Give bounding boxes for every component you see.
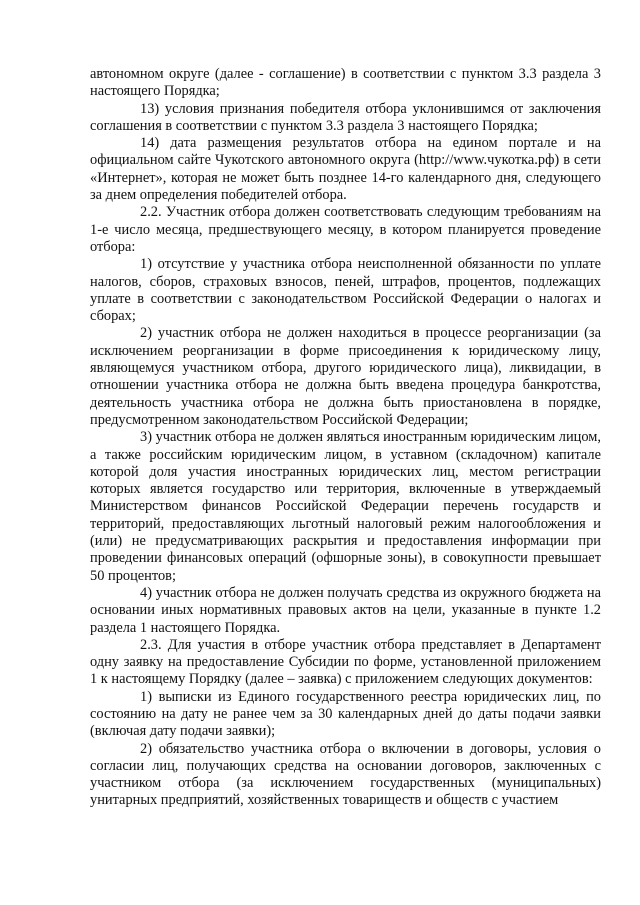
paragraph-requirement-1: 1) отсутствие у участника отбора неисполненной обязанности по уплате налогов, сборов, страховых взносов, пеней, штрафов, процентов, подлежащих уплате в соответствии с законодательством Российской Федерации о налогах и сборах; (90, 256, 601, 325)
paragraph-section-2-2: 2.2. Участник отбора должен соответствовать следующим требованиям на 1-е число месяца, предшествующего месяцу, в котором планируется проведение отбора: (90, 204, 601, 255)
paragraph-document-1: 1) выписки из Единого государственного реестра юридических лиц, по состоянию на дату не ранее чем за 30 календарных дней до даты подачи заявки (включая дату подачи заявки); (90, 688, 601, 740)
paragraph-item-14: 14) дата размещения результатов отбора на едином портале и на официальном сайте Чукотского автономного округа (http://www.чукотка.рф) в сети «Интернет», которая не может быть позднее 14-го календарного дня, следующего за днем определения победителей отбора. (90, 135, 601, 204)
paragraph-requirement-2: 2) участник отбора не должен находиться в процессе реорганизации (за исключением реорганизации в форме присоединения к юридическому лицу, являющемуся участником отбора, другого юридического лица), ликвидации, в отношении участника отбора не должна быть введена процедура банкротства, деятельность участника отбора не должна быть приостановлена в порядке, предусмотренном законодательством Российской Федерации; (90, 325, 601, 428)
paragraph-section-2-3: 2.3. Для участия в отборе участник отбора представляет в Департамент одну заявку на предоставление Субсидии по форме, установленной приложением 1 к настоящему Порядку (далее – заявка) с приложением следующих документов: (90, 636, 601, 688)
paragraph-document-2: 2) обязательство участника отбора о включении в договоры, условия о согласии лиц, получающих средства на основании договоров, заключенных с участником отбора (за исключением государственных (муниципальных) унитарных предприятий, хозяйственных товариществ и обществ с участием (90, 740, 601, 809)
document-page (90, 66, 601, 810)
paragraph-requirement-4: 4) участник отбора не должен получать средства из окружного бюджета на основании иных нормативных правовых актов на цели, указанные в пункте 1.2 раздела 1 настоящего Порядка. (90, 584, 601, 636)
paragraph-agreement-continuation: автономном округе (далее - соглашение) в соответствии с пунктом 3.3 раздела 3 настоящего Порядка; (90, 66, 601, 100)
paragraph-requirement-3: 3) участник отбора не должен являться иностранным юридическим лицом, а также российским юридическим лицом, в уставном (складочном) капитале которой доля участия иностранных юридических лиц, местом регистрации которых является государство или территория, включенные в утверждаемый Министерством финансов Российской Федерации перечень государств и территорий, предоставляющих льготный налоговый режим налогообложения и (или) не предусматривающих раскрытия и предоставления информации при проведении финансовых операций (офшорные зоны), в совокупности превышает 50 процентов; (90, 429, 601, 584)
paragraph-item-13: 13) условия признания победителя отбора уклонившимся от заключения соглашения в соответствии с пунктом 3.3 раздела 3 настоящего Порядка; (90, 100, 601, 134)
